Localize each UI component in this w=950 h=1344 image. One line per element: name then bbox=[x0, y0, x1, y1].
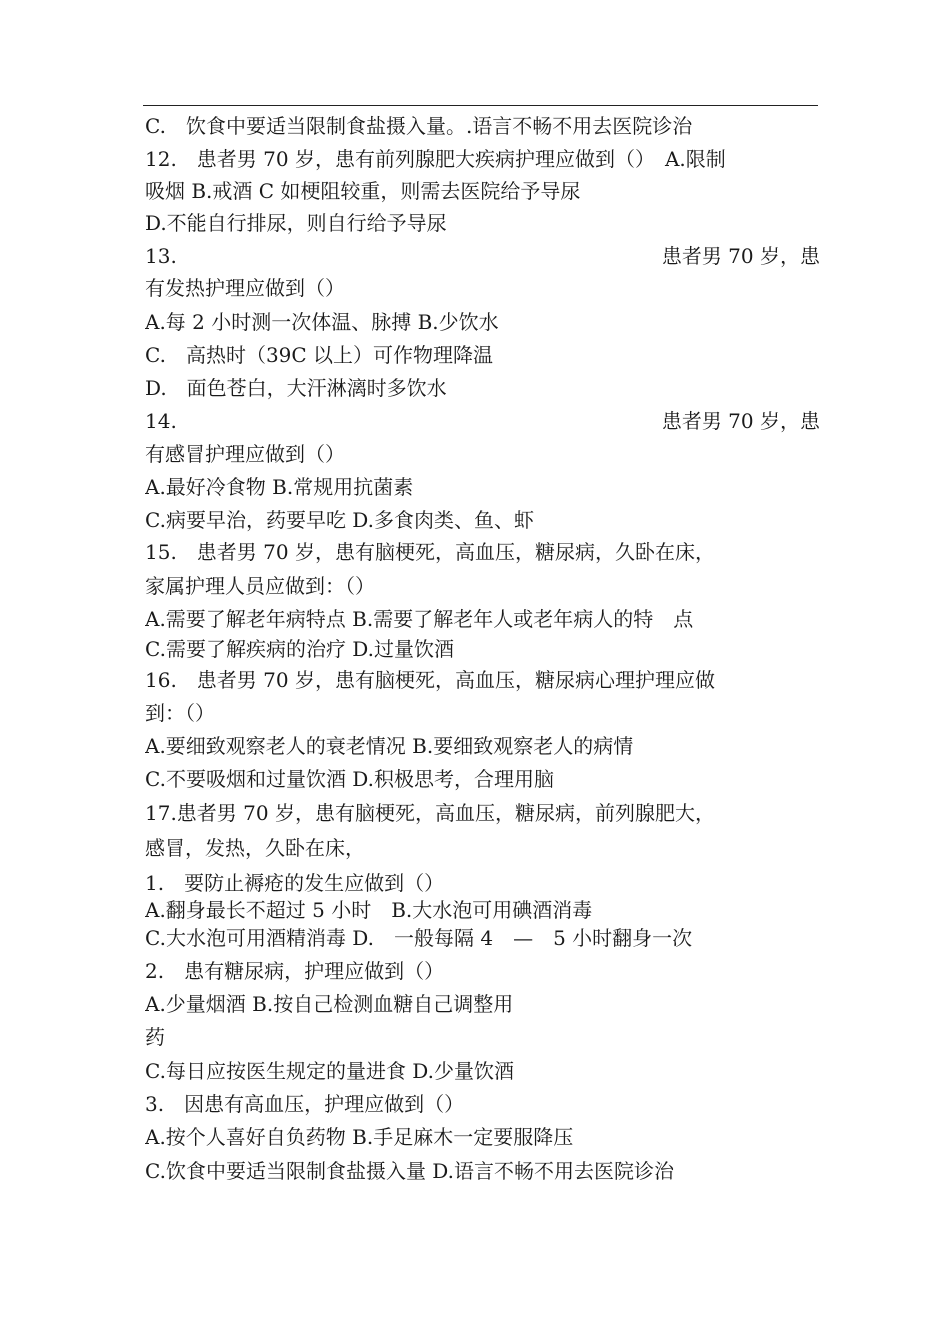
subquestion-3-line: 3. 因患有高血压，护理应做到（） bbox=[145, 1092, 465, 1116]
option-line: C.病要早治，药要早吃 D.多食肉类、鱼、虾 bbox=[145, 508, 534, 532]
question-14-lead: 患者男 70 岁，患 bbox=[661, 409, 820, 433]
question-14-line bbox=[145, 408, 820, 434]
subquestion-1-line: 1. 要防止褥疮的发生应做到（） bbox=[145, 871, 445, 895]
option-line: A.每 2 小时测一次体温、脉搏 B.少饮水 bbox=[145, 310, 499, 334]
question-12-line: 12. 患者男 70 岁，患有前列腺肥大疾病护理应做到（） A.限制 bbox=[145, 147, 726, 171]
text-line: 药 bbox=[145, 1025, 165, 1049]
text-line: 家属护理人员应做到：（） bbox=[145, 574, 375, 598]
option-line: C.饮食中要适当限制食盐摄入量 D.语言不畅不用去医院诊治 bbox=[145, 1159, 674, 1183]
text-line: 有发热护理应做到（） bbox=[145, 276, 345, 300]
text-line: 感冒，发热，久卧在床， bbox=[145, 836, 365, 860]
option-line: C.需要了解疾病的治疗 D.过量饮酒 bbox=[145, 637, 454, 661]
option-line: A.需要了解老年病特点 B.需要了解老年人或老年病人的特 点 bbox=[145, 607, 694, 631]
option-line: C.每日应按医生规定的量进食 D.少量饮酒 bbox=[145, 1059, 514, 1083]
question-13-lead: 患者男 70 岁，患 bbox=[661, 244, 820, 268]
option-line: A.少量烟酒 B.按自己检测血糖自己调整用 bbox=[145, 992, 514, 1016]
option-line: A.翻身最长不超过 5 小时 B.大水泡可用碘酒消毒 bbox=[145, 898, 593, 922]
question-17-line: 17.患者男 70 岁，患有脑梗死，高血压，糖尿病，前列腺肥大， bbox=[145, 801, 715, 825]
text-line: 有感冒护理应做到（） bbox=[145, 442, 345, 466]
option-line: C.大水泡可用酒精消毒 D. 一般每隔 4 — 5 小时翻身一次 bbox=[145, 926, 693, 950]
option-line: A.最好冷食物 B.常规用抗菌素 bbox=[145, 475, 414, 499]
option-line: A.要细致观察老人的衰老情况 B.要细致观察老人的病情 bbox=[145, 734, 634, 758]
question-15-line: 15. 患者男 70 岁，患有脑梗死，高血压，糖尿病，久卧在床， bbox=[145, 540, 715, 564]
text-line: 吸烟 B.戒酒 C 如梗阻较重，则需去医院给予导尿 bbox=[145, 179, 581, 203]
option-line: C. 高热时（39C 以上）可作物理降温 bbox=[145, 343, 494, 367]
header-rule bbox=[143, 105, 818, 106]
text-line: D.不能自行排尿，则自行给予导尿 bbox=[145, 211, 447, 235]
option-line: C.不要吸烟和过量饮酒 D.积极思考，合理用脑 bbox=[145, 767, 554, 791]
text-line: 到：（） bbox=[145, 701, 215, 725]
question-13-number: 13. bbox=[145, 244, 177, 268]
text-line: C. 饮食中要适当限制食盐摄入量。.语言不畅不用去医院诊治 bbox=[145, 114, 693, 138]
question-16-line: 16. 患者男 70 岁，患有脑梗死，高血压，糖尿病心理护理应做 bbox=[145, 668, 715, 692]
question-14-number: 14. bbox=[145, 409, 177, 433]
subquestion-2-line: 2. 患有糖尿病，护理应做到（） bbox=[145, 959, 445, 983]
option-line: D. 面色苍白，大汗淋漓时多饮水 bbox=[145, 376, 447, 400]
question-13-line bbox=[145, 243, 820, 269]
option-line: A.按个人喜好自负药物 B.手足麻木一定要服降压 bbox=[145, 1125, 574, 1149]
